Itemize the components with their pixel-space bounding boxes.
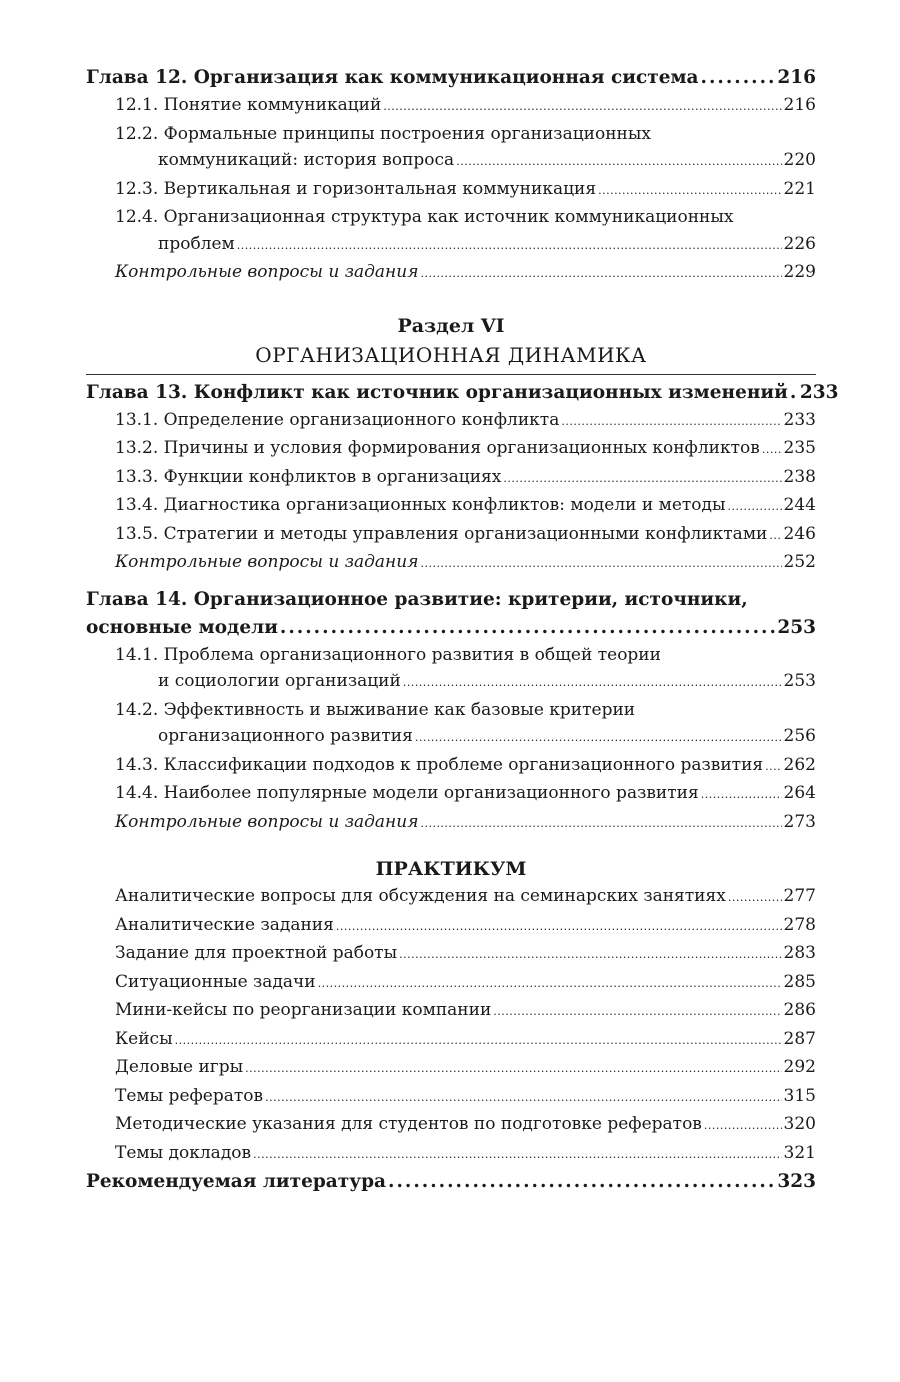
leader-dots: [253, 1140, 781, 1169]
entry-title: 12.1. Понятие коммуникаций: [115, 95, 382, 115]
toc-entry[interactable]: [86, 435, 816, 464]
leader-dots: [245, 1054, 781, 1083]
entry-title: 12.3. Вертикальная и горизонтальная коммуникация: [115, 178, 597, 199]
toc-entry-questions[interactable]: [86, 259, 816, 288]
page-number: 315: [783, 1085, 816, 1106]
entry-title: организационного развития: [158, 726, 413, 746]
page-number: 253: [783, 671, 816, 691]
toc-entry[interactable]: [86, 1026, 816, 1055]
leader-dots: [399, 940, 781, 969]
toc-entry[interactable]: [86, 464, 816, 493]
section-number: Раздел VI: [397, 314, 505, 337]
entry-title-line1: 14.1. Проблема организационного развития в общей теории: [115, 644, 661, 665]
page-number: 216: [783, 95, 816, 115]
toc-entry[interactable]: [86, 997, 816, 1026]
entry-title: Темы рефератов: [115, 1085, 264, 1106]
page-number: 233: [783, 409, 816, 430]
toc-chapter-13[interactable]: [86, 379, 839, 407]
entry-title: 13.2. Причины и условия формирования организационных конфликтов: [115, 438, 760, 458]
entry-title-line1: 12.2. Формальные принципы построения организационных: [115, 123, 651, 144]
entry-title: Контрольные вопросы и задания: [115, 262, 419, 282]
toc-entry[interactable]: [86, 92, 816, 121]
leader-dots: [701, 64, 776, 92]
page-number: 221: [783, 178, 816, 199]
entry-title: проблем: [158, 233, 235, 254]
leader-dots: [561, 407, 781, 436]
leader-dots: [728, 492, 782, 521]
toc-entry[interactable]: [86, 1054, 816, 1083]
page-number: 273: [783, 811, 816, 832]
entry-title-line1: 14.2. Эффективность и выживание как базовые критерии: [115, 699, 636, 720]
leader-dots: [420, 549, 781, 578]
entry-title: Контрольные вопросы и задания: [115, 552, 419, 572]
page-number: 233: [799, 381, 839, 403]
toc-entry[interactable]: [86, 780, 816, 809]
toc-entry[interactable]: [86, 1083, 816, 1112]
toc-entry[interactable]: [86, 407, 816, 436]
entry-title: Деловые игры: [115, 1057, 244, 1077]
entry-title-line1: 12.4. Организационная структура как источник коммуникационных: [115, 207, 734, 227]
leader-dots: [762, 435, 782, 464]
toc-entry[interactable]: [86, 1111, 816, 1140]
page-number: 321: [783, 1142, 816, 1163]
toc-entry-questions[interactable]: [86, 549, 816, 578]
leader-dots: [265, 1083, 781, 1112]
chapter-title: Глава 12. Организация как коммуникационная система: [86, 67, 699, 88]
page-number: 246: [783, 523, 816, 544]
page-number: 323: [777, 1171, 816, 1192]
toc-entry[interactable]: [86, 231, 816, 260]
entry-title: 14.3. Классификации подходов к проблеме организационного развития: [115, 754, 764, 775]
leader-dots: [383, 92, 781, 121]
toc-entry-questions[interactable]: [86, 809, 816, 838]
entry-title: Кейсы: [115, 1028, 173, 1049]
entry-title: 13.3. Функции конфликтов в организациях: [115, 466, 502, 487]
practicum-title: ПРАКТИКУМ: [375, 858, 527, 880]
entry-title: Аналитические вопросы для обсуждения на семинарских занятиях: [115, 886, 726, 906]
page-number: 220: [783, 150, 816, 170]
entry-title: 14.4. Наиболее популярные модели организационного развития: [115, 783, 699, 803]
leader-dots: [388, 1168, 775, 1196]
page-number: 235: [783, 438, 816, 458]
chapter-title-line1: Глава 14. Организационное развитие: критерии, источники,: [86, 588, 748, 610]
leader-dots: [765, 752, 781, 781]
toc-entry[interactable]: [86, 492, 816, 521]
toc-entry[interactable]: [86, 147, 816, 176]
divider: [86, 374, 816, 375]
entry-title: коммуникаций: история вопроса: [158, 150, 455, 170]
page-number: 286: [783, 1000, 816, 1020]
leader-dots: [598, 176, 781, 205]
toc-chapter-12[interactable]: [86, 64, 816, 92]
page-number: 285: [783, 971, 816, 992]
entry-title: Ситуационные задачи: [115, 971, 316, 992]
leader-dots: [420, 259, 781, 288]
leader-dots: [456, 147, 781, 176]
entry-title: 13.1. Определение организационного конфликта: [115, 409, 560, 430]
leader-dots: [237, 231, 782, 260]
page-number: 287: [783, 1028, 816, 1049]
page-number: 229: [783, 262, 816, 282]
toc-entry[interactable]: [86, 912, 816, 941]
toc-entry[interactable]: [86, 1140, 816, 1169]
leader-dots: [790, 379, 798, 407]
chapter-title: основные модели: [86, 616, 278, 638]
leader-dots: [336, 912, 782, 941]
entry-title: 13.5. Стратегии и методы управления организационными конфликтами: [115, 523, 768, 544]
entry-title: и социологии организаций: [158, 671, 401, 691]
page-number: 253: [777, 616, 816, 638]
page-number: 277: [783, 886, 816, 906]
leader-dots: [420, 809, 781, 838]
page-number: 226: [783, 233, 816, 254]
page-number: 256: [783, 726, 816, 746]
toc-entry[interactable]: [86, 969, 816, 998]
page-number: 252: [783, 552, 816, 572]
page-number: 292: [783, 1057, 816, 1077]
entry-title: Темы докладов: [115, 1142, 252, 1163]
page-number: 283: [783, 943, 816, 963]
toc-entry[interactable]: [86, 883, 816, 912]
leader-dots: [728, 883, 782, 912]
page-number: 320: [783, 1114, 816, 1134]
toc-chapter-14[interactable]: [86, 614, 816, 642]
entry-title: Методические указания для студентов по подготовке рефератов: [115, 1114, 702, 1134]
section-title: ОРГАНИЗАЦИОННАЯ ДИНАМИКА: [255, 342, 647, 367]
leader-dots: [415, 723, 782, 752]
toc-entry[interactable]: [86, 176, 816, 205]
toc-entry[interactable]: [86, 668, 816, 697]
leader-dots: [318, 969, 782, 998]
literature-title: Рекомендуемая литература: [86, 1171, 387, 1192]
leader-dots: [701, 780, 782, 809]
page-number: 278: [783, 914, 816, 935]
toc-page: [86, 64, 839, 1196]
toc-literature[interactable]: [86, 1168, 816, 1196]
leader-dots: [493, 997, 781, 1026]
page-number: 262: [783, 754, 816, 775]
leader-dots: [704, 1111, 782, 1140]
toc-entry[interactable]: [86, 723, 816, 752]
leader-dots: [403, 668, 782, 697]
leader-dots: [280, 614, 775, 642]
page-number: 264: [783, 783, 816, 803]
page-number: 244: [783, 495, 816, 515]
entry-title: Аналитические задания: [115, 914, 334, 935]
leader-dots: [175, 1026, 782, 1055]
entry-title: Задание для проектной работы: [115, 943, 398, 963]
page-number: 238: [783, 466, 816, 487]
entry-title: 13.4. Диагностика организационных конфликтов: модели и методы: [115, 495, 726, 515]
leader-dots: [769, 521, 781, 550]
page-number: 216: [777, 67, 816, 88]
toc-entry[interactable]: [86, 521, 816, 550]
leader-dots: [503, 464, 781, 493]
chapter-title: Глава 13. Конфликт как источник организационных изменений: [86, 381, 788, 403]
toc-entry[interactable]: [86, 940, 816, 969]
entry-title: Контрольные вопросы и задания: [115, 811, 419, 832]
entry-title: Мини-кейсы по реорганизации компании: [115, 1000, 492, 1020]
toc-entry[interactable]: [86, 752, 816, 781]
